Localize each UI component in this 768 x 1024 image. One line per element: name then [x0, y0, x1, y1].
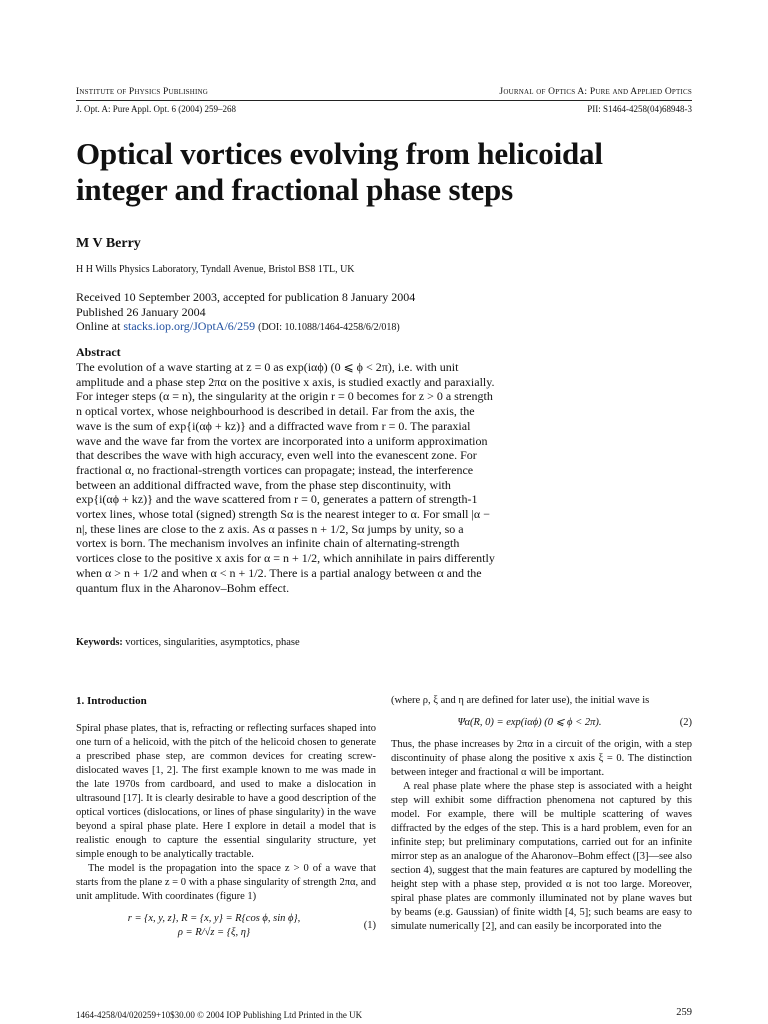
copyright-footer: 1464-4258/04/020259+10$30.00 © 2004 IOP Publishing Ltd Printed in the UK [76, 1010, 363, 1020]
published-date: Published 26 January 2004 [76, 304, 206, 319]
intro-paragraph-1: Spiral phase plates, that is, refracting or reflecting surfaces shaped into one turn of a helicoid, with the pitch of the helicoid chosen to generate a prescribed phase step, are common devices for creating screw-dislocated waves [1, 2]. The first example known to me was made in the late 1970s from cardboard, and used to make a dislocation in ultrasound [17]. It is clearly desirable to have a good description of the optical vortices (dislocations, or lines of phase singularity) in the wave beyond a spiral phase plate. Here I explore in detail a model that is realistic enough to capture the essential singularity structure, yet simple enough to be analytically tractable. [76, 723, 376, 860]
online-line [76, 319, 415, 336]
journal-citation: J. Opt. A: Pure Appl. Opt. 6 (2004) 259–268 [76, 104, 237, 114]
right-paragraph-1: (where ρ, ξ and η are defined for later use), the initial wave is [391, 695, 650, 706]
author-affiliation: H H Wills Physics Laboratory, Tyndall Avenue, Bristol BS8 1TL, UK [76, 264, 355, 275]
received-date: Received 10 September 2003, accepted for publication 8 January 2004 [76, 290, 416, 304]
online-prefix: Online at [76, 319, 124, 333]
left-column [76, 694, 376, 948]
equation-1-line-2: ρ = R/√z = {ξ, η} [177, 927, 251, 938]
abstract-body: The evolution of a wave starting at z = 0 as exp(iαϕ) (0 ⩽ ϕ < 2π), i.e. with unit amplitude and a phase step 2πα on the positive x axis, is studied exactly and paraxially. For integer steps (α = n), the singularity at the origin r = 0 becomes for z > 0 a strength n optical vortex, whose neighbourhood is described in detail. Far from the axis, the wave is the sum of exp{i(αϕ + kz)} and a diffracted wave from r = 0. The paraxial wave and the wave far from the vortex are incorporated into a uniform approximation that describes the wave with high accuracy, even well into the evanescent zone. For fractional α, no fractional-strength vortices can propagate; instead, the interference between an additional diffracted wave, from the phase step discontinuity, with exp{i(αϕ + kz)} and the wave scattered from r = 0, generates a pattern of strength-1 vortex lines, whose total (signed) strength Sα is the nearest integer to α. For small |α − n|, these lines are close to the z axis. As α passes n + 1/2, Sα jumps by unity, so a vortex is born. The mechanism involves an infinite chain of alternating-strength vortices close to the positive x axis for α = n + 1/2, which annihilate in pairs differently when α > n + 1/2 and when α < n + 1/2. There is a partial analogy between α and the quantum flux in the Aharonov–Bohm effect. [76, 360, 495, 595]
equation-1-number: (1) [363, 920, 376, 931]
abstract-heading: Abstract [76, 345, 121, 359]
doi: (DOI: 10.1088/1464-4258/6/2/018) [258, 322, 400, 333]
intro-paragraph-2: The model is the propagation into the space z > 0 of a wave that starts from the plane z = 0 with a phase singularity of strength 2πα, and unit amplitude. With coordinates (figure 1) [76, 863, 376, 902]
right-paragraph-3: A real phase plate where the phase step is associated with a height step will exhibit some diffraction phenomena not captured by this model. For example, there will be multiple scattering of waves diffracted by the edges of the step. This is a hard problem, even for an infinite step; but preliminary computations, carried out for an infinite mirror step as an analogue of the Aharonov–Bohm effect ([3]—see also section 4), suggest that the main features are captured by modelling the height step with a phase step, provided α is not too large. Moreover, spiral phase plates are commonly illuminated not by plane waves but by beams (e.g. Gaussian) of finite width [4, 5]; such beams are easy to simulate numerically [2], and can easily be incorporated into the [391, 781, 692, 932]
abstract-text [76, 360, 496, 595]
keywords-value: vortices, singularities, asymptotics, phase [125, 637, 300, 648]
right-paragraph-2: Thus, the phase increases by 2πα in a circuit of the origin, with a step discontinuity of phase along the positive x axis ξ = 0. The distinction between integer and fractional α will be important. [391, 739, 692, 778]
equation-1 [76, 912, 376, 940]
journal-name: Journal of Optics A: Pure and Applied Optics [499, 87, 692, 97]
equation-2-body: Ψα(R, 0) = exp(iαϕ) (0 ⩽ ϕ < 2π). [457, 717, 602, 728]
equation-1-line-1: r = {x, y, z}, R = {x, y} = R{cos ϕ, sin ϕ}, [127, 913, 301, 924]
page-number: 259 [676, 1007, 692, 1018]
section-heading: 1. Introduction [76, 695, 147, 707]
equation-2 [391, 716, 692, 730]
publication-dates [76, 290, 415, 336]
right-column [391, 694, 692, 934]
author-name: M V Berry [76, 236, 141, 251]
online-link[interactable]: stacks.iop.org/JOptA/6/259 [123, 319, 256, 333]
keywords-label: Keywords: [76, 637, 123, 648]
header-rule [76, 100, 692, 101]
keywords-line [76, 637, 300, 648]
pii-code: PII: S1464-4258(04)68948-3 [587, 104, 692, 114]
equation-2-number: (2) [679, 717, 692, 728]
paper-title: Optical vortices evolving from helicoidal integer and fractional phase steps [76, 136, 603, 207]
publisher-name: Institute of Physics Publishing [76, 87, 209, 97]
